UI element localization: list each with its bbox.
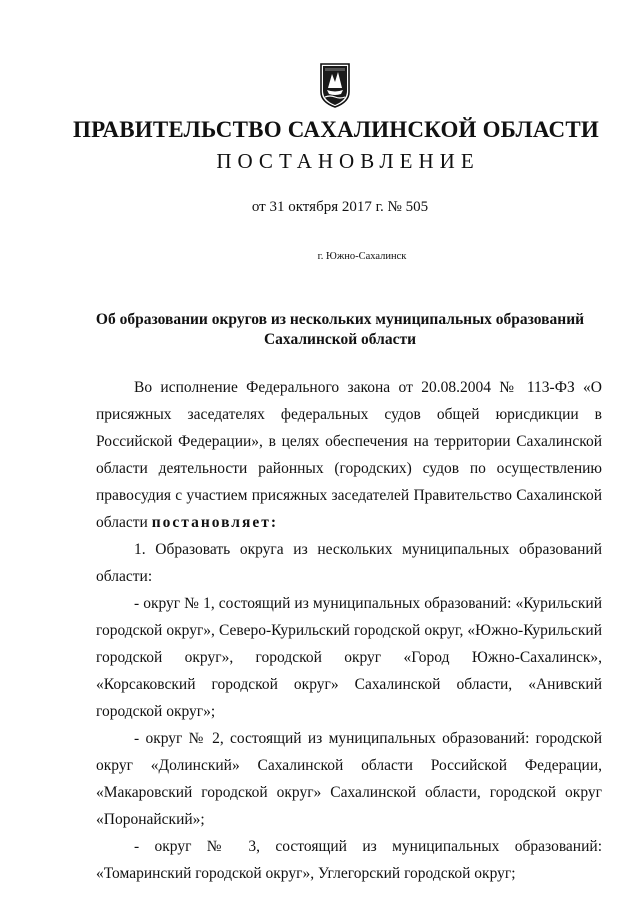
subject-line-2: Сахалинской области [263,331,417,348]
district-3-paragraph: - округ № 3, состоящий из муниципальных образований: «Томаринский городской округ», Углегорский городской округ; [96,838,602,882]
intro-text: Во исполнение Федерального закона от 20.08.2004 № 113-ФЗ «О присяжных заседателях федеральных судов общей юрисдикции в Российской Федерации», в целях обеспечения на территории Сахалинской области деятельности районных (городских) судов по осуществлению правосудия с участием присяжных заседателей Правительство Сахалинской области [96,379,602,531]
decree-word: постановляет: [151,514,279,531]
subject-line-1: Об образовании округов из нескольких муниципальных образований [95,311,585,328]
item-1-paragraph: 1. Образовать округа из нескольких муниципальных образований области: [96,541,602,585]
document-subject [70,310,610,350]
document-city: г. Южно-Сахалинск [317,251,407,262]
document-body [96,374,602,887]
sakhalin-coat-of-arms-icon [319,62,351,108]
document-type: ПОСТАНОВЛЕНИЕ [216,149,480,173]
intro-paragraph [96,374,602,536]
district-2-paragraph: - округ № 2, состоящий из муниципальных образований: городской округ «Долинский» Сахалинской области Российской Федерации, «Макаровский городской округ» Сахалинской области, городской округ «Поронайский»; [96,730,602,828]
document-date-number: от 31 октября 2017 г. № 505 [251,199,429,215]
government-title: ПРАВИТЕЛЬСТВО САХАЛИНСКОЙ ОБЛАСТИ [73,117,599,142]
district-1-paragraph: - округ № 1, состоящий из муниципальных образований: «Курильский городской округ», Северо-Курильский городской округ, «Южно-Курильский городской округ», городской округ «Город Южно-Сахалинск», «Корсаковский городской округ» Сахалинской области, «Анивский городской округ»; [96,595,602,720]
